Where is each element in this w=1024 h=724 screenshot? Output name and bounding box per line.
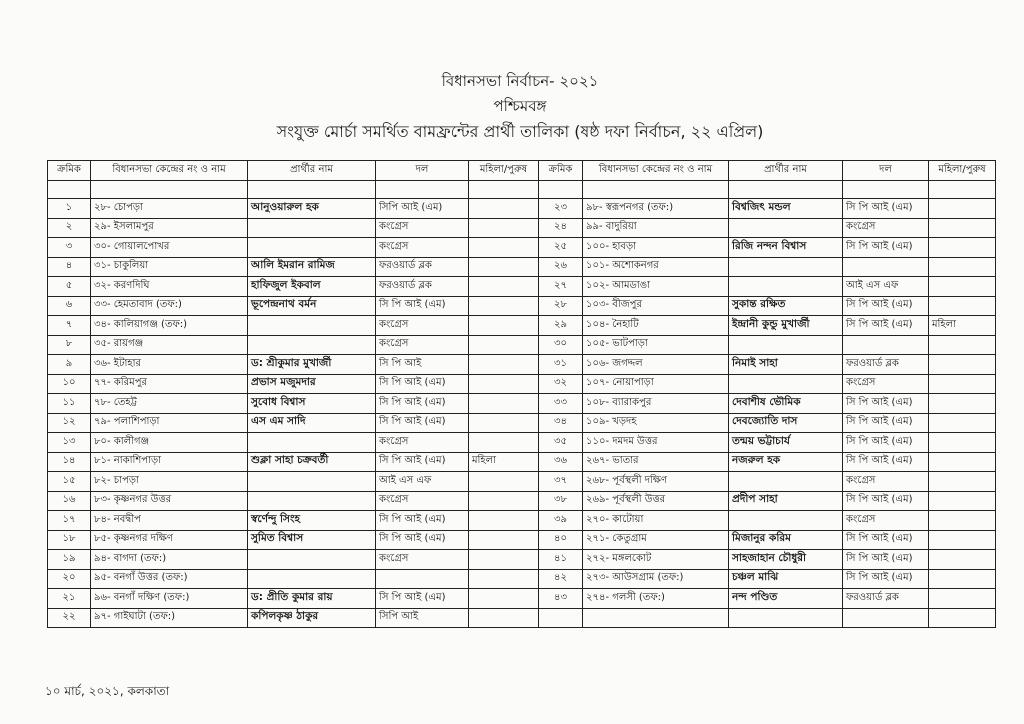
- table-row: [48, 589, 996, 609]
- table-row: [48, 452, 996, 472]
- gender-cell: [929, 491, 996, 511]
- party-cell: ফরওয়ার্ড ব্লক: [843, 355, 929, 375]
- gender-cell: [469, 316, 539, 336]
- serial-cell: ১০: [48, 374, 91, 394]
- party-cell: কংগ্রেস: [843, 472, 929, 492]
- constituency-cell: ৮৪- নবদ্বীপ: [91, 511, 248, 531]
- serial-cell: ২৫: [539, 238, 583, 258]
- party-cell: সি পি আই (এম): [843, 452, 929, 472]
- serial-cell: ১১: [48, 394, 91, 414]
- gender-cell: [469, 355, 539, 375]
- serial-cell: ৬: [48, 296, 91, 316]
- party-cell: সি পি আই (এম): [843, 296, 929, 316]
- party-cell: সি পি আই (এম): [376, 452, 469, 472]
- constituency-cell: [583, 608, 729, 628]
- candidate-cell: [729, 374, 843, 394]
- candidate-cell: ড: শ্রীকুমার মুখার্জী: [248, 355, 376, 375]
- candidate-cell: নজরুল হক: [729, 452, 843, 472]
- serial-cell: ৩২: [539, 374, 583, 394]
- table-row: [48, 433, 996, 453]
- gender-cell: [469, 589, 539, 609]
- constituency-cell: ৩৫- রায়গঞ্জ: [91, 335, 248, 355]
- candidate-cell: ড: প্রীতি কুমার রায়: [248, 589, 376, 609]
- constituency-cell: ১০৫- ভাটপাড়া: [583, 335, 729, 355]
- constituency-cell: ৯৮- স্বরূপনগর (তফ:): [583, 199, 729, 219]
- party-cell: সি পি আই (এম): [843, 238, 929, 258]
- party-cell: সি পি আই (এম): [376, 296, 469, 316]
- party-cell: ফরওয়ার্ড ব্লক: [843, 589, 929, 609]
- candidate-cell: প্রদীপ সাহা: [729, 491, 843, 511]
- party-cell: সিপি আই (এম): [376, 199, 469, 219]
- constituency-cell: ৮২- চাপড়া: [91, 472, 248, 492]
- gender-cell: [929, 238, 996, 258]
- party-cell: ফরওয়ার্ড ব্লক: [376, 277, 469, 297]
- serial-cell: ৩০: [539, 335, 583, 355]
- gender-cell: [929, 257, 996, 277]
- constituency-cell: ৮১- নাকাশিপাড়া: [91, 452, 248, 472]
- serial-cell: ৩৬: [539, 452, 583, 472]
- gender-cell: [929, 452, 996, 472]
- party-cell: [843, 608, 929, 628]
- table-row: [48, 550, 996, 570]
- party-cell: সি পি আই (এম): [843, 569, 929, 589]
- table-row: [48, 335, 996, 355]
- candidate-cell: শুক্লা সাহা চক্রবর্তী: [248, 452, 376, 472]
- serial-cell: ৩১: [539, 355, 583, 375]
- serial-cell: ৪২: [539, 569, 583, 589]
- serial-cell: ৮: [48, 335, 91, 355]
- candidate-cell: [248, 218, 376, 238]
- party-cell: সি পি আই (এম): [376, 589, 469, 609]
- candidate-cell: সাহজাহান চৌধুরী: [729, 550, 843, 570]
- constituency-cell: ৩১- চাকুলিয়া: [91, 257, 248, 277]
- party-cell: সি পি আই (এম): [843, 530, 929, 550]
- constituency-cell: ১০৯- খড়দহ: [583, 413, 729, 433]
- serial-cell: ৩৪: [539, 413, 583, 433]
- party-cell: সি পি আই (এম): [843, 491, 929, 511]
- serial-cell: ২: [48, 218, 91, 238]
- party-cell: সি পি আই (এম): [376, 511, 469, 531]
- candidate-cell: আলি ইমরান রামিজ: [248, 257, 376, 277]
- constituency-cell: ৮৫- কৃষ্ণনগর দক্ষিণ: [91, 530, 248, 550]
- party-cell: [843, 335, 929, 355]
- serial-cell: ২৪: [539, 218, 583, 238]
- candidate-cell: [248, 335, 376, 355]
- blank-row: [48, 181, 996, 199]
- table-row: [48, 491, 996, 511]
- candidate-cell: দেবাশীষ ভৌমিক: [729, 394, 843, 414]
- party-cell: কংগ্রেস: [376, 433, 469, 453]
- gender-cell: [929, 277, 996, 297]
- table-row: [48, 238, 996, 258]
- col-gender: মহিলা/পুরুষ: [469, 161, 539, 181]
- gender-cell: [929, 433, 996, 453]
- constituency-cell: ৭৭- করিমপুর: [91, 374, 248, 394]
- constituency-cell: ২৬৮- পূর্বস্থলী দক্ষিণ: [583, 472, 729, 492]
- serial-cell: ৪৩: [539, 589, 583, 609]
- candidate-cell: ইন্দ্রানী কুন্ডু মুখার্জী: [729, 316, 843, 336]
- gender-cell: [929, 472, 996, 492]
- serial-cell: ২৩: [539, 199, 583, 219]
- serial-cell: ৩৮: [539, 491, 583, 511]
- table-row: [48, 218, 996, 238]
- gender-cell: [929, 511, 996, 531]
- candidate-cell: নন্দ পণ্ডিত: [729, 589, 843, 609]
- table-row: [48, 374, 996, 394]
- constituency-cell: ২৯- ইসলামপুর: [91, 218, 248, 238]
- candidate-cell: নিমাই সাহা: [729, 355, 843, 375]
- constituency-cell: ২৭১- কেতুগ্রাম: [583, 530, 729, 550]
- gender-cell: [469, 374, 539, 394]
- serial-cell: ৩৭: [539, 472, 583, 492]
- gender-cell: [469, 530, 539, 550]
- document-title: বিধানসভা নির্বাচন- ২০২১: [441, 72, 599, 90]
- candidate-cell: [248, 238, 376, 258]
- party-cell: কংগ্রেস: [376, 238, 469, 258]
- col-candidate: প্রার্থীর নাম: [248, 161, 376, 181]
- party-cell: [376, 569, 469, 589]
- gender-cell: [469, 511, 539, 531]
- gender-cell: মহিলা: [929, 316, 996, 336]
- candidate-cell: ভূপেন্দ্রনাথ বর্মন: [248, 296, 376, 316]
- constituency-cell: ২৭২- মঙ্গলকোট: [583, 550, 729, 570]
- candidate-cell: [248, 472, 376, 492]
- constituency-cell: ১০৪- নৈহাটি: [583, 316, 729, 336]
- party-cell: আই এস এফ: [376, 472, 469, 492]
- serial-cell: ২০: [48, 569, 91, 589]
- serial-cell: ১৫: [48, 472, 91, 492]
- serial-cell: ৪: [48, 257, 91, 277]
- party-cell: [843, 257, 929, 277]
- constituency-cell: ১০২- আমডাঙা: [583, 277, 729, 297]
- serial-cell: ৩৫: [539, 433, 583, 453]
- table-header-row: [48, 161, 996, 181]
- col-serial: ক্রমিক: [48, 161, 91, 181]
- party-cell: সি পি আই (এম): [843, 413, 929, 433]
- candidate-cell: স্বর্ণেন্দু সিংহ: [248, 511, 376, 531]
- constituency-cell: ২৬৭- ভাতার: [583, 452, 729, 472]
- candidate-cell: মিজানুর করিম: [729, 530, 843, 550]
- party-cell: সি পি আই (এম): [843, 199, 929, 219]
- gender-cell: [469, 199, 539, 219]
- candidate-cell: আনুওয়ারুল হক: [248, 199, 376, 219]
- constituency-cell: ২৭৩- আউসগ্রাম (তফ:): [583, 569, 729, 589]
- candidate-cell: [248, 433, 376, 453]
- table-row: [48, 296, 996, 316]
- candidate-cell: [729, 511, 843, 531]
- constituency-cell: ১০৮- ব্যারাকপুর: [583, 394, 729, 414]
- table-row: [48, 511, 996, 531]
- serial-cell: ১৮: [48, 530, 91, 550]
- table-row: [48, 394, 996, 414]
- party-cell: সি পি আই (এম): [376, 530, 469, 550]
- candidate-cell: [729, 335, 843, 355]
- constituency-cell: ৩২- করণদিঘি: [91, 277, 248, 297]
- serial-cell: ২৭: [539, 277, 583, 297]
- col-candidate: প্রার্থীর নাম: [729, 161, 843, 181]
- party-cell: কংগ্রেস: [376, 218, 469, 238]
- table-row: [48, 530, 996, 550]
- table-row: [48, 472, 996, 492]
- serial-cell: ৫: [48, 277, 91, 297]
- party-cell: সি পি আই (এম): [843, 433, 929, 453]
- gender-cell: [929, 530, 996, 550]
- gender-cell: [469, 218, 539, 238]
- party-cell: সি পি আই: [376, 355, 469, 375]
- serial-cell: ২৯: [539, 316, 583, 336]
- footer-date-place: ১০ মার্চ, ২০২১, কলকাতা: [45, 684, 170, 698]
- candidate-cell: [248, 316, 376, 336]
- serial-cell: ৩৯: [539, 511, 583, 531]
- serial-cell: [539, 608, 583, 628]
- constituency-cell: ৭৯- পলাশিপাড়া: [91, 413, 248, 433]
- constituency-cell: ৩৬- ইটাহার: [91, 355, 248, 375]
- serial-cell: ১২: [48, 413, 91, 433]
- constituency-cell: ১০১- অশোকনগর: [583, 257, 729, 277]
- constituency-cell: ৯৭- গাইঘাটা (তফ:): [91, 608, 248, 628]
- constituency-cell: ৯৫- বনগাঁ উত্তর (তফ:): [91, 569, 248, 589]
- col-gender: মহিলা/পুরুষ: [929, 161, 996, 181]
- gender-cell: [469, 433, 539, 453]
- candidate-cell: [729, 218, 843, 238]
- gender-cell: [469, 569, 539, 589]
- gender-cell: [469, 277, 539, 297]
- candidate-cell: এস এম সাদি: [248, 413, 376, 433]
- table-row: [48, 199, 996, 219]
- constituency-cell: ১০৬- জগদ্দল: [583, 355, 729, 375]
- serial-cell: ৯: [48, 355, 91, 375]
- constituency-cell: ৯৪- বাগদা (তফ:): [91, 550, 248, 570]
- candidate-cell: চঞ্চল মাঝি: [729, 569, 843, 589]
- party-cell: সি পি আই (এম): [376, 413, 469, 433]
- candidate-cell: সুবোধ বিশ্বাস: [248, 394, 376, 414]
- party-cell: কংগ্রেস: [843, 218, 929, 238]
- party-cell: সি পি আই (এম): [843, 394, 929, 414]
- gender-cell: [929, 296, 996, 316]
- constituency-cell: ৯৬- বনগাঁ দক্ষিণ (তফ:): [91, 589, 248, 609]
- serial-cell: ৩: [48, 238, 91, 258]
- gender-cell: [929, 589, 996, 609]
- party-cell: কংগ্রেস: [376, 491, 469, 511]
- candidate-cell: প্রভাস মজুমদার: [248, 374, 376, 394]
- party-cell: সি পি আই (এম): [843, 550, 929, 570]
- gender-cell: মহিলা: [469, 452, 539, 472]
- gender-cell: [469, 472, 539, 492]
- candidate-cell: কপিলকৃষ্ণ ঠাকুর: [248, 608, 376, 628]
- party-cell: সি পি আই (এম): [376, 394, 469, 414]
- party-cell: কংগ্রেস: [376, 550, 469, 570]
- candidate-cell: [248, 569, 376, 589]
- table-row: [48, 257, 996, 277]
- constituency-cell: ৮০- কালীগঞ্জ: [91, 433, 248, 453]
- gender-cell: [469, 394, 539, 414]
- constituency-cell: ৩০- গোয়ালপোখর: [91, 238, 248, 258]
- party-cell: কংগ্রেস: [843, 511, 929, 531]
- candidate-cell: সুকান্ত রক্ষিত: [729, 296, 843, 316]
- table-row: [48, 413, 996, 433]
- table-row: [48, 608, 996, 628]
- gender-cell: [469, 413, 539, 433]
- gender-cell: [929, 608, 996, 628]
- constituency-cell: ১০০- হাবড়া: [583, 238, 729, 258]
- serial-cell: ১৭: [48, 511, 91, 531]
- serial-cell: ১: [48, 199, 91, 219]
- candidate-cell: [729, 472, 843, 492]
- document-subtitle: সংযুক্ত মোর্চা সমর্থিত বামফ্রন্টের প্রার্থী তালিকা (ষষ্ঠ দফা নির্বাচন, ২২ এপ্রিল): [276, 122, 764, 141]
- gender-cell: [929, 413, 996, 433]
- candidate-cell: দেবজ্যোতি দাস: [729, 413, 843, 433]
- serial-cell: ২৮: [539, 296, 583, 316]
- gender-cell: [469, 608, 539, 628]
- serial-cell: ১৩: [48, 433, 91, 453]
- candidate-cell: রিজি নন্দন বিশ্বাস: [729, 238, 843, 258]
- constituency-cell: ২৭৪- গলসী (তফ:): [583, 589, 729, 609]
- constituency-cell: ২৭০- কাটোয়া: [583, 511, 729, 531]
- gender-cell: [469, 257, 539, 277]
- serial-cell: ১৯: [48, 550, 91, 570]
- party-cell: ফরওয়ার্ড ব্লক: [376, 257, 469, 277]
- serial-cell: ২৬: [539, 257, 583, 277]
- candidate-table: [47, 160, 996, 628]
- gender-cell: [929, 394, 996, 414]
- candidate-cell: তন্ময় ভট্টাচার্য: [729, 433, 843, 453]
- serial-cell: ৭: [48, 316, 91, 336]
- table-row: [48, 355, 996, 375]
- party-cell: কংগ্রেস: [843, 374, 929, 394]
- party-cell: কংগ্রেস: [376, 316, 469, 336]
- party-cell: সি পি আই (এম): [843, 316, 929, 336]
- gender-cell: [469, 335, 539, 355]
- serial-cell: ১৪: [48, 452, 91, 472]
- state-name: পশ্চিমবঙ্গ: [493, 97, 547, 115]
- table-row: [48, 277, 996, 297]
- gender-cell: [929, 569, 996, 589]
- gender-cell: [469, 238, 539, 258]
- gender-cell: [469, 296, 539, 316]
- party-cell: কংগ্রেস: [376, 335, 469, 355]
- candidate-cell: [729, 608, 843, 628]
- serial-cell: ৩৩: [539, 394, 583, 414]
- constituency-cell: ৩৩- হেমতাবাদ (তফ:): [91, 296, 248, 316]
- gender-cell: [929, 199, 996, 219]
- col-constituency: বিধানসভা কেন্দ্রের নং ও নাম: [583, 161, 729, 181]
- party-cell: সিপি আই: [376, 608, 469, 628]
- candidate-cell: সুমিত বিশ্বাস: [248, 530, 376, 550]
- constituency-cell: ২৬৯- পূর্বস্থলী উত্তর: [583, 491, 729, 511]
- table-row: [48, 316, 996, 336]
- gender-cell: [469, 491, 539, 511]
- col-party: দল: [843, 161, 929, 181]
- serial-cell: ২২: [48, 608, 91, 628]
- constituency-cell: ৯৯- বাদুরিয়া: [583, 218, 729, 238]
- candidate-cell: [248, 550, 376, 570]
- constituency-cell: ১০৩- বীজপুর: [583, 296, 729, 316]
- gender-cell: [929, 550, 996, 570]
- serial-cell: ২১: [48, 589, 91, 609]
- candidate-cell: [248, 491, 376, 511]
- serial-cell: ৪০: [539, 530, 583, 550]
- col-constituency: বিধানসভা কেন্দ্রের নং ও নাম: [91, 161, 248, 181]
- constituency-cell: ৮৩- কৃষ্ণনগর উত্তর: [91, 491, 248, 511]
- constituency-cell: ১০৭- নোয়াপাড়া: [583, 374, 729, 394]
- candidate-cell: বিশ্বজিৎ মন্ডল: [729, 199, 843, 219]
- gender-cell: [929, 355, 996, 375]
- col-serial: ক্রমিক: [539, 161, 583, 181]
- table-row: [48, 569, 996, 589]
- constituency-cell: ১১০- দমদম উত্তর: [583, 433, 729, 453]
- col-party: দল: [376, 161, 469, 181]
- constituency-cell: ৭৮- তেহট্ট: [91, 394, 248, 414]
- party-cell: আই এস এফ: [843, 277, 929, 297]
- gender-cell: [929, 335, 996, 355]
- candidate-cell: [729, 277, 843, 297]
- constituency-cell: ৩৪- কালিয়াগঞ্জ (তফ:): [91, 316, 248, 336]
- party-cell: সি পি আই (এম): [376, 374, 469, 394]
- constituency-cell: ২৮- চোপড়া: [91, 199, 248, 219]
- candidate-cell: হাফিজুল ইকবাল: [248, 277, 376, 297]
- serial-cell: ১৬: [48, 491, 91, 511]
- gender-cell: [929, 218, 996, 238]
- candidate-cell: [729, 257, 843, 277]
- gender-cell: [469, 550, 539, 570]
- gender-cell: [929, 374, 996, 394]
- serial-cell: ৪১: [539, 550, 583, 570]
